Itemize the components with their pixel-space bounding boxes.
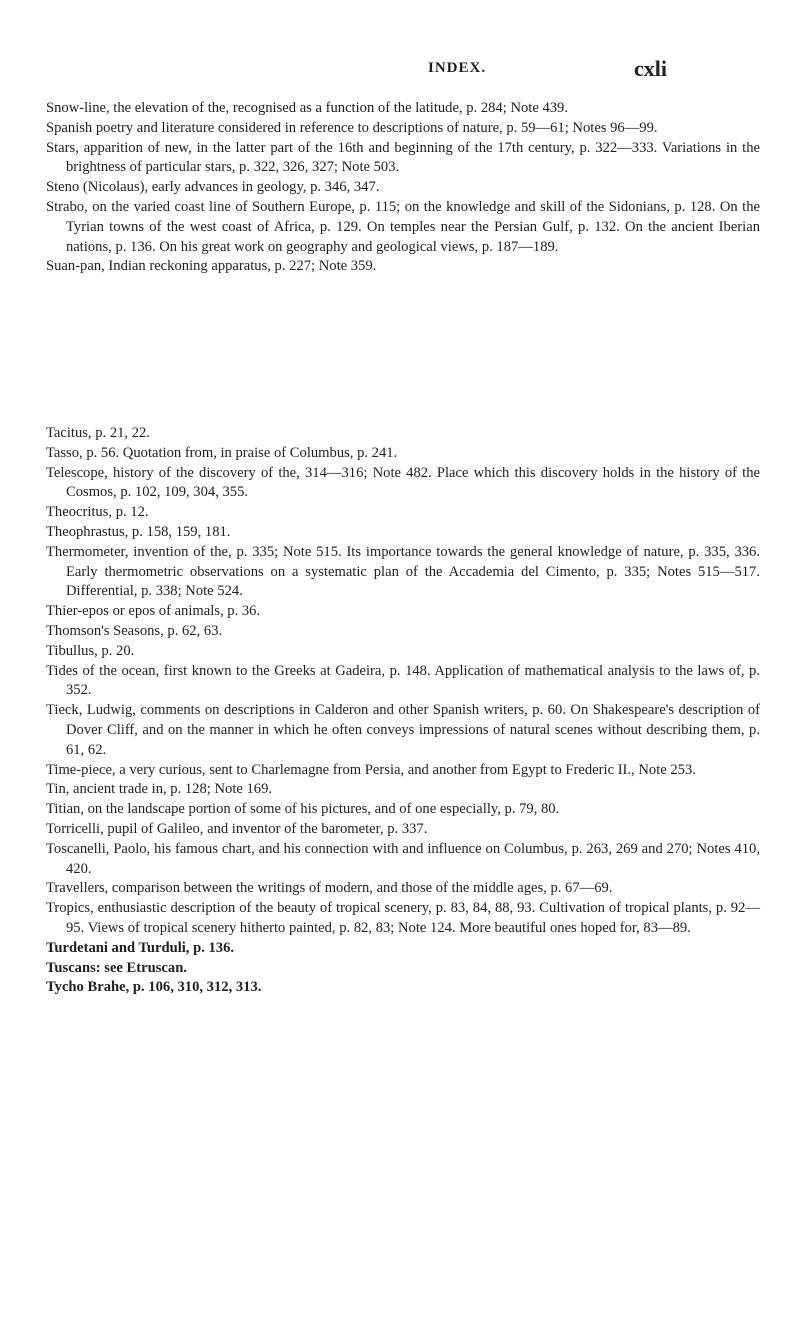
index-entry: Tacitus, p. 21, 22.: [46, 425, 150, 441]
index-entry: Torricelli, pupil of Galileo, and inventor of the barometer, p. 337.: [46, 820, 428, 837]
index-entry: Snow-line, the elevation of the, recognised as a function of the latitude, p. 284; Note 439.: [46, 100, 568, 116]
index-entry: Tin, ancient trade in, p. 128; Note 169.: [46, 781, 273, 798]
index-entry: Thermometer, invention of the, p. 335; Note 515. Its importance towards the general knowledge of nature, p. 335, 336. Early thermometric observations on a systematic plan of the Accademia del Cimento, p. 335; Notes 515—517. Differential, p. 338; Note 524.: [46, 543, 760, 600]
index-entry: Stars, apparition of new, in the latter part of the 16th and beginning of the 17th century, p. 322—333. Variations in the brightness of particular stars, p. 322, 326, 327; Note 503.: [46, 139, 760, 176]
index-section-s: [46, 99, 760, 277]
index-entry: Telescope, history of the discovery of the, 314—316; Note 482. Place which this discovery holds in the history of the Cosmos, p. 102, 109, 304, 355.: [46, 464, 760, 501]
index-entry: Toscanelli, Paolo, his famous chart, and his connection with and influence on Columbus, p. 263, 269 and 270; Notes 410, 420.: [46, 840, 760, 877]
index-section-t: [46, 424, 760, 998]
page-number: cxli: [634, 56, 667, 81]
index-entry: Theocritus, p. 12.: [46, 504, 149, 521]
index-entry: Turdetani and Turduli, p. 136.: [46, 939, 235, 956]
index-entry: Suan-pan, Indian reckoning apparatus, p. 227; Note 359.: [46, 258, 377, 275]
index-entry: Thier-epos or epos of animals, p. 36.: [46, 603, 261, 620]
index-entry: Spanish poetry and literature considered in reference to descriptions of nature, p. 59—61; Notes 96—99.: [46, 119, 658, 136]
header-title: INDEX.: [428, 60, 487, 76]
index-entry: Steno (Nicolaus), early advances in geology, p. 346, 347.: [46, 179, 380, 196]
index-entry: Theophrastus, p. 158, 159, 181.: [46, 523, 231, 540]
index-entry: Tycho Brahe, p. 106, 310, 312, 313.: [46, 979, 262, 996]
index-entry: Tropics, enthusiastic description of the beauty of tropical scenery, p. 83, 84, 88, 93. Cultivation of tropical plants, p. 92—95. Views of tropical scenery hitherto painted, p. 82, 83; Note 124. More beautiful ones hoped for, 83—89.: [46, 900, 760, 936]
index-entry: Strabo, on the varied coast line of Southern Europe, p. 115; on the knowledge and skill of the Sidonians, p. 128. On the Tyrian towns of the west coast of Africa, p. 129. On temples near the Persian Gulf, p. 132. On the ancient Iberian nations, p. 136. On his great work on geography and geological views, p. 187—189.: [46, 198, 760, 255]
index-entry: Tides of the ocean, first known to the Greeks at Gadeira, p. 148. Application of mathematical analysis to the laws of, p. 352.: [46, 662, 760, 699]
index-entry: Tieck, Ludwig, comments on descriptions in Calderon and other Spanish writers, p. 60. On Shakespeare's description of Dover Cliff, and on the manner in which he often conveys impressions of natural scenes without describing them, p. 61, 62.: [46, 702, 760, 758]
index-entry: Thomson's Seasons, p. 62, 63.: [46, 622, 223, 639]
index-entry: Titian, on the landscape portion of some of his pictures, and of one especially, p. 79, 80.: [46, 801, 560, 818]
index-entry: Tuscans: see Etruscan.: [46, 959, 187, 976]
index-entry: Time-piece, a very curious, sent to Charlemagne from Persia, and another from Egypt to Frederic II., Note 253.: [46, 761, 696, 778]
index-entry: Tibullus, p. 20.: [46, 642, 135, 659]
index-entry: Tasso, p. 56. Quotation from, in praise of Columbus, p. 241.: [46, 444, 398, 461]
running-header: [0, 58, 800, 84]
index-entry: Travellers, comparison between the writings of modern, and those of the middle ages, p. 67—69.: [46, 880, 613, 897]
